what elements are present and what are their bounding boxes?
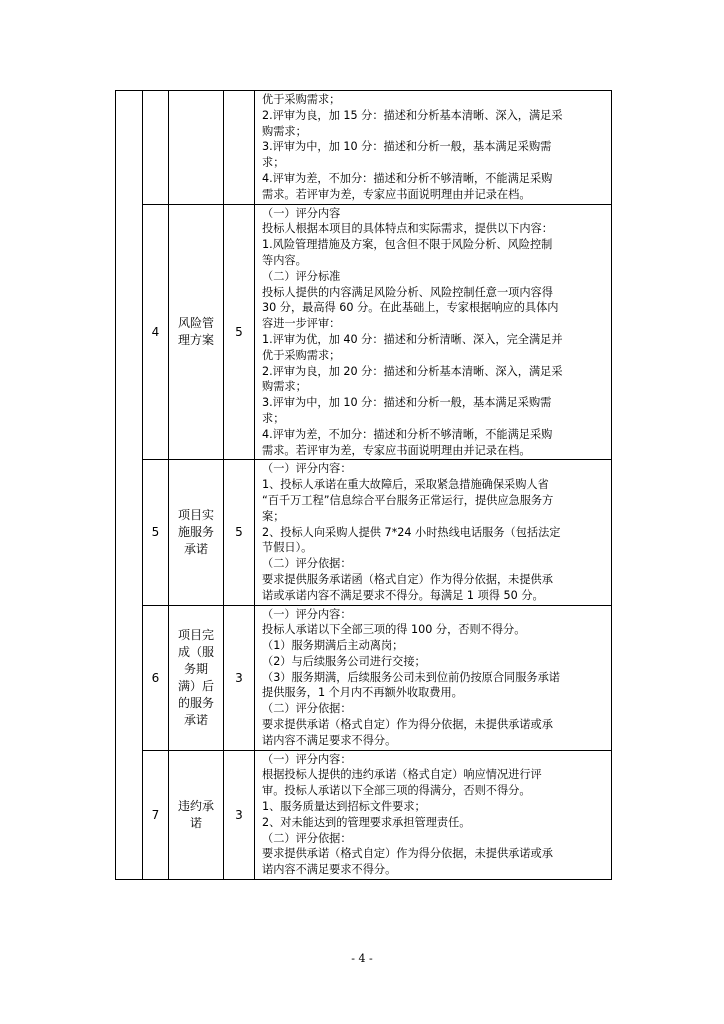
item-name-line: 违约承: [177, 798, 214, 813]
criteria-line: 容进一步评审：: [262, 317, 341, 331]
criteria-line: 投标人承诺以下全部三项的得 100 分，否则不得分。: [262, 623, 526, 637]
score-cell: 3: [224, 750, 255, 879]
criteria-line: 要求提供承诺（格式自定）作为得分依据，未提供承诺或承: [262, 847, 553, 861]
row-number-cell: 4: [143, 204, 169, 460]
criteria-line: 优于采购需求；: [262, 93, 341, 106]
item-name-line: 风险管: [177, 315, 214, 330]
criteria-line: 根据投标人提供的违约承诺（格式自定）响应情况进行评: [262, 768, 542, 782]
criteria-cell: [255, 91, 612, 205]
row-number-cell: 7: [143, 750, 169, 879]
criteria-line: 3.评审为中，加 10 分：描述和分析一般，基本满足采购需: [262, 396, 552, 410]
item-name-line: 满）后: [177, 678, 214, 693]
criteria-line: 2.评审为良，加 20 分：描述和分析基本清晰、深入，满足采: [262, 364, 563, 378]
criteria-cell: [255, 750, 612, 879]
criteria-line: 1、投标人承诺在重大故障后，采取紧急措施确保采购人省: [262, 478, 549, 492]
criteria-line: 诺内容不满足要求不得分。: [262, 733, 397, 747]
criteria-line: 诺或承诺内容不满足要求不得分。每满足 1 项得 50 分。: [262, 588, 544, 602]
criteria-cell: [255, 605, 612, 750]
item-name-line: 施服务: [177, 524, 214, 539]
criteria-line: 案；: [262, 509, 285, 523]
criteria-line: 3.评审为中，加 10 分：描述和分析一般，基本满足采购需: [262, 140, 552, 154]
criteria-line: 购需求；: [262, 380, 307, 394]
table-row: [116, 750, 612, 879]
item-name-line: 理方案: [177, 332, 214, 347]
criteria-line: （二）评分依据：: [262, 557, 352, 571]
item-name-cell: [169, 605, 224, 750]
criteria-line: 购需求；: [262, 124, 307, 138]
criteria-line: 诺内容不满足要求不得分。: [262, 863, 397, 877]
criteria-line: 4.评审为差，不加分：描述和分析不够清晰，不能满足采购: [262, 427, 553, 441]
criteria-line: 投标人提供的内容满足风险分析、风险控制任意一项内容得: [262, 285, 553, 299]
item-name-line: 项目完: [177, 627, 214, 642]
criteria-cell: [255, 204, 612, 460]
score-cell: 5: [224, 204, 255, 460]
criteria-line: （一）评分内容：: [262, 607, 352, 621]
scoring-table: [115, 90, 612, 880]
criteria-line: “百千万工程”信息综合平台服务正常运行，提供应急服务方: [262, 493, 554, 507]
item-name-line: 成（服: [177, 644, 214, 659]
table-row: [116, 605, 612, 750]
criteria-line: （二）评分依据：: [262, 702, 352, 716]
table-row: [116, 460, 612, 605]
criteria-line: （2）与后续服务公司进行交接；: [262, 654, 426, 668]
criteria-line: （一）评分内容：: [262, 752, 352, 766]
criteria-line: 审。投标人承诺以下全部三项的得满分，否则不得分。: [262, 784, 531, 798]
criteria-line: （二）评分标准: [262, 269, 341, 283]
score-cell: 3: [224, 605, 255, 750]
item-name-cell: [169, 204, 224, 460]
criteria-line: 2、对未能达到的管理要求承担管理责任。: [262, 815, 471, 829]
criteria-line: 要求提供服务承诺函（格式自定）作为得分依据，未提供承: [262, 572, 553, 586]
criteria-line: （二）评分依据：: [262, 831, 352, 845]
criteria-line: 求；: [262, 156, 285, 170]
table-row: [116, 204, 612, 460]
criteria-line: 等内容。: [262, 253, 307, 267]
item-name-cell: [169, 460, 224, 605]
criteria-line: 2、投标人向采购人提供 7*24 小时热线电话服务（包括法定: [262, 525, 561, 539]
row-number-cell: [143, 91, 169, 205]
criteria-line: 要求提供承诺（格式自定）作为得分依据，未提供承诺或承: [262, 718, 553, 732]
item-name-line: 诺: [189, 815, 202, 830]
criteria-line: 投标人根据本项目的具体特点和实际需求，提供以下内容：: [262, 222, 553, 236]
criteria-line: （一）评分内容: [262, 206, 341, 220]
criteria-line: 30 分，最高得 60 分。在此基础上，专家根据响应的具体内: [262, 301, 559, 315]
criteria-line: 提供服务，1 个月内不再额外收取费用。: [262, 686, 463, 700]
criteria-line: 需求。若评审为差，专家应书面说明理由并记录在档。: [262, 443, 531, 457]
criteria-line: 4.评审为差，不加分：描述和分析不够清晰，不能满足采购: [262, 171, 553, 185]
criteria-cell: [255, 460, 612, 605]
criteria-line: 优于采购需求；: [262, 348, 341, 362]
item-name-cell: [169, 91, 224, 205]
criteria-line: 需求。若评审为差，专家应书面说明理由并记录在档。: [262, 187, 531, 201]
page-number: - 4 -: [351, 952, 373, 965]
criteria-line: 1.风险管理措施及方案，包含但不限于风险分析、风险控制: [262, 238, 553, 252]
row-number-cell: 5: [143, 460, 169, 605]
item-name-line: 承诺: [183, 541, 208, 556]
item-name-line: 务期: [183, 661, 208, 676]
criteria-line: 2.评审为良，加 15 分：描述和分析基本清晰、深入，满足采: [262, 108, 563, 122]
table-row: [116, 91, 612, 205]
criteria-line: （一）评分内容：: [262, 462, 352, 476]
criteria-line: （3）服务期满，后续服务公司未到位前仍按原合同服务承诺: [262, 670, 560, 684]
criteria-line: 节假日）。: [262, 541, 313, 555]
row-number-cell: 6: [143, 605, 169, 750]
item-name-line: 的服务: [177, 695, 214, 710]
criteria-line: 求；: [262, 411, 285, 425]
category-cell: [116, 91, 143, 880]
score-cell: 5: [224, 460, 255, 605]
criteria-line: 1、服务质量达到招标文件要求；: [262, 800, 426, 814]
item-name-cell: [169, 750, 224, 879]
criteria-line: （1）服务期满后主动离岗；: [262, 639, 404, 653]
item-name-line: 承诺: [183, 712, 208, 727]
item-name-line: 项目实: [177, 507, 214, 522]
score-cell: [224, 91, 255, 205]
criteria-line: 1.评审为优，加 40 分：描述和分析清晰、深入，完全满足并: [262, 332, 563, 346]
